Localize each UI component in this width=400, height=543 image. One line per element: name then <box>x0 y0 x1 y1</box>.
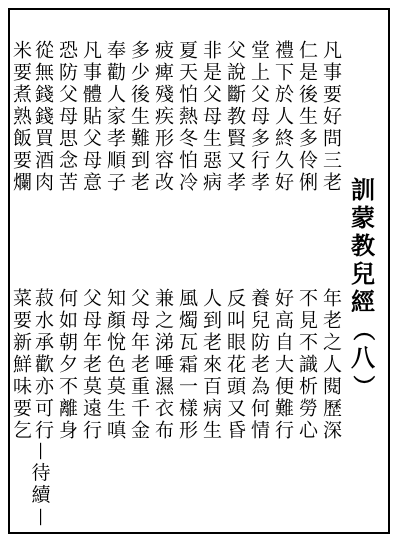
text-column <box>128 288 150 442</box>
text-column-last-lower <box>10 288 32 442</box>
text-column <box>176 288 198 442</box>
verse-line: 米要煮熟飯要爛 <box>10 40 32 194</box>
title-char: 教 <box>351 231 375 260</box>
verse-line: 凡事體貼父母意 <box>80 40 102 194</box>
title-char: 訓 <box>351 175 375 204</box>
verse-line: 凡事要好問三老 <box>320 40 342 194</box>
text-column <box>200 40 222 194</box>
text-column <box>224 288 246 442</box>
text-column <box>128 40 150 194</box>
text-column <box>32 288 54 442</box>
text-column <box>296 40 318 194</box>
text-column <box>104 288 126 442</box>
text-column <box>176 40 198 194</box>
text-column <box>32 40 54 194</box>
text-column <box>104 40 126 194</box>
verse-line: 奉勸人家孝順子 <box>104 40 126 194</box>
text-column <box>272 288 294 442</box>
text-column <box>152 288 174 442</box>
verse-line: 菜要新鮮味要乞 <box>10 288 32 442</box>
verse-line: 人到老來百病生 <box>200 288 222 442</box>
continuation-dash: — <box>31 508 52 526</box>
verse-line: 多少後生難到老 <box>128 40 150 194</box>
continuation-char: 待 <box>31 462 51 484</box>
verse-line: 父說斷教賢又孝 <box>224 40 246 194</box>
text-column <box>296 288 318 442</box>
verse-line: 風燭瓦霜一樣形 <box>176 288 198 442</box>
verse-line: 父母年老莫遠行 <box>80 288 102 442</box>
verse-line: 恐防父母思念苦 <box>56 40 78 194</box>
title-char: 八 <box>351 343 375 372</box>
text-column <box>56 288 78 442</box>
title-paren-open: （ <box>350 318 376 341</box>
title-char: 兒 <box>351 259 375 288</box>
verse-line: 菽水承歡亦可行 <box>32 288 54 442</box>
title-char: 蒙 <box>351 203 375 232</box>
verse-line: 養兒防老為何情 <box>248 288 270 442</box>
title-column <box>349 176 377 400</box>
text-column <box>272 40 294 194</box>
text-column <box>80 288 102 442</box>
verse-line: 父母年老重千金 <box>128 288 150 442</box>
verse-line: 夏天怕熱冬怕冷 <box>176 40 198 194</box>
verse-line: 年老之人閱歷深 <box>320 288 342 442</box>
text-column-last-upper <box>10 40 32 194</box>
text-column <box>320 40 342 194</box>
text-column <box>56 40 78 194</box>
verse-line: 何如朝夕不離身 <box>56 288 78 442</box>
text-column <box>80 40 102 194</box>
verse-line: 仁是後生多伶俐 <box>296 40 318 194</box>
text-column <box>224 40 246 194</box>
text-column <box>152 40 174 194</box>
verse-line: 非是父母生惡病 <box>200 40 222 194</box>
verse-line: 從無錢錢買酒肉 <box>32 40 54 194</box>
continuation-dash: — <box>31 442 52 460</box>
verse-line: 不見不識析勞心 <box>296 288 318 442</box>
to-be-continued <box>30 440 52 528</box>
text-column <box>248 40 270 194</box>
verse-line: 兼之涕唾濕衣布 <box>152 288 174 442</box>
text-column <box>248 288 270 442</box>
verse-line: 反叫眼花頭又昏 <box>224 288 246 442</box>
title-paren-close: ） <box>350 374 376 397</box>
verse-line: 好高自大便難行 <box>272 288 294 442</box>
verse-line: 禮下於人終久好 <box>272 40 294 194</box>
text-column <box>200 288 222 442</box>
verse-line: 知顏悅色莫生嗔 <box>104 288 126 442</box>
verse-line: 疲痺殘疾形容改 <box>152 40 174 194</box>
text-column <box>320 288 342 442</box>
title-char: 經 <box>351 287 375 316</box>
continuation-char: 續 <box>31 484 51 506</box>
verse-line: 堂上父母多行孝 <box>248 40 270 194</box>
